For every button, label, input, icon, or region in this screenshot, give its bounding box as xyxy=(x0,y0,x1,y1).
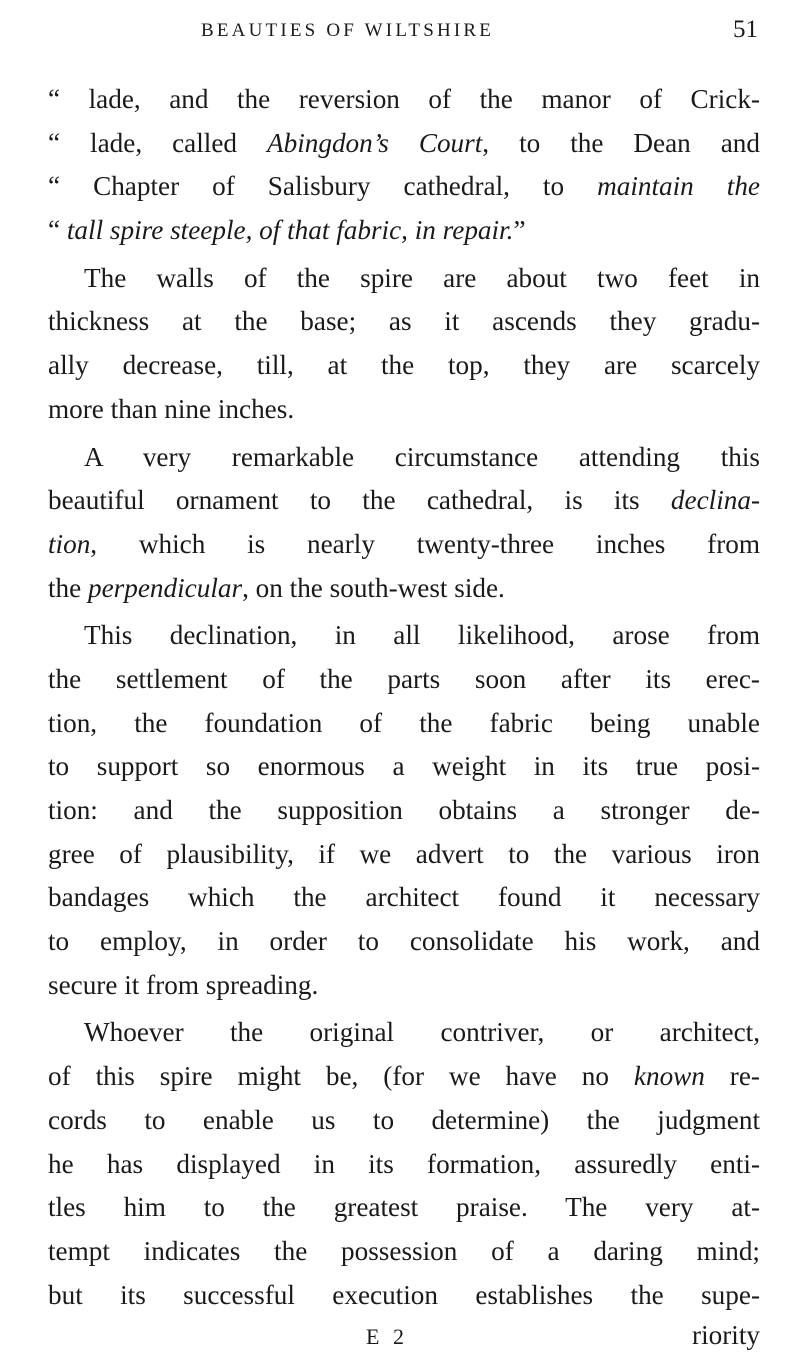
text-run: he has displayed in its formation, assuredly enti- xyxy=(48,1148,760,1179)
paragraph-declination xyxy=(48,436,760,611)
text-line xyxy=(48,209,760,253)
text-line xyxy=(48,479,760,523)
text-run: re- xyxy=(704,1061,760,1092)
text-run: tempt indicates the possession of a daring mind; xyxy=(48,1235,760,1266)
text-line xyxy=(48,1011,760,1055)
text-line xyxy=(48,122,760,166)
text-run: cords to enable us to determine) the judgment xyxy=(48,1104,760,1135)
text-run: , which is nearly twenty-three inches from xyxy=(90,528,760,559)
text-line xyxy=(48,833,760,877)
book-page xyxy=(48,14,760,1364)
text-line xyxy=(48,567,760,611)
text-line xyxy=(48,523,760,567)
italic-text: Abingdon’s Court xyxy=(267,127,483,158)
text-run: of this spire might be, (for we have no xyxy=(48,1061,634,1092)
italic-text: known xyxy=(633,1061,705,1092)
text-run: tles him to the greatest praise. The very at- xyxy=(48,1192,760,1223)
paragraph-quote xyxy=(48,78,760,253)
text-run: ally decrease, till, at the top, they are scarcely xyxy=(48,350,760,381)
text-line xyxy=(48,1186,760,1230)
text-run: tion, the foundation of the fabric being unable xyxy=(48,707,760,738)
text-run: Whoever the original contriver, or architect, xyxy=(84,1017,760,1048)
italic-text: tion xyxy=(48,528,91,559)
text-line xyxy=(48,257,760,301)
italic-text: perpendicular xyxy=(88,572,243,603)
text-line xyxy=(48,165,760,209)
running-title: BEAUTIES OF WILTSHIRE xyxy=(201,20,495,41)
text-run: The walls of the spire are about two feet in xyxy=(84,262,760,293)
italic-text: maintain the xyxy=(597,171,760,202)
text-run: but its successful execution establishes the supe- xyxy=(48,1279,760,1310)
text-run: the settlement of the parts soon after its erec- xyxy=(48,663,760,694)
text-run: “ Chapter of Salisbury cathedral, to xyxy=(48,171,598,202)
text-run: beautiful ornament to the cathedral, is its xyxy=(48,485,671,516)
paragraph-walls xyxy=(48,257,760,432)
text-line xyxy=(48,1055,760,1099)
text-line xyxy=(48,78,760,122)
paragraph-contriver xyxy=(48,1011,760,1317)
page-number: 51 xyxy=(733,16,758,43)
text-line xyxy=(48,388,760,432)
text-run: thickness at the base; as it ascends they gradu- xyxy=(48,306,760,337)
text-line xyxy=(48,436,760,480)
text-line xyxy=(48,658,760,702)
page-footer xyxy=(48,1320,760,1360)
text-line xyxy=(48,876,760,920)
text-run: tion: and the supposition obtains a stronger de- xyxy=(48,795,760,825)
text-run: secure it from spreading. xyxy=(48,969,319,1000)
text-run: the xyxy=(48,572,89,603)
italic-text: declina- xyxy=(670,485,760,516)
text-run: This declination, in all likelihood, arose from xyxy=(84,620,760,651)
text-run: bandages which the architect found it necessary xyxy=(48,882,760,913)
text-run: ” xyxy=(513,215,526,246)
signature-mark: E 2 xyxy=(366,1324,408,1349)
text-run: more than nine inches. xyxy=(48,393,295,424)
text-run: “ lade, and the reversion of the manor of Crick- xyxy=(48,84,760,114)
text-line xyxy=(48,789,760,833)
text-run: to support so enormous a weight in its true posi- xyxy=(48,751,760,782)
text-run: gree of plausibility, if we advert to the various iron xyxy=(48,838,760,869)
text-run: to employ, in order to consolidate his work, and xyxy=(48,926,760,957)
text-line xyxy=(48,964,760,1008)
text-line xyxy=(48,1143,760,1187)
paragraph-settlement xyxy=(48,614,760,1007)
text-run: A very remarkable circumstance attending this xyxy=(84,441,760,472)
text-line xyxy=(48,1099,760,1143)
body-text xyxy=(48,78,760,1317)
text-line xyxy=(48,702,760,746)
catchword: riority xyxy=(692,1320,760,1350)
text-run: “ lade, called xyxy=(48,127,267,158)
text-line xyxy=(48,614,760,658)
text-line xyxy=(48,920,760,964)
italic-text: tall spire steeple, of that fabric, in repair. xyxy=(66,215,514,246)
text-line xyxy=(48,1230,760,1274)
running-head xyxy=(48,14,760,54)
text-line xyxy=(48,1274,760,1318)
text-line xyxy=(48,745,760,789)
text-run: , on the south-west side. xyxy=(242,572,505,603)
text-line xyxy=(48,300,760,344)
text-run: , to the Dean and xyxy=(482,127,760,158)
text-line xyxy=(48,344,760,388)
text-run: “ xyxy=(48,215,67,246)
